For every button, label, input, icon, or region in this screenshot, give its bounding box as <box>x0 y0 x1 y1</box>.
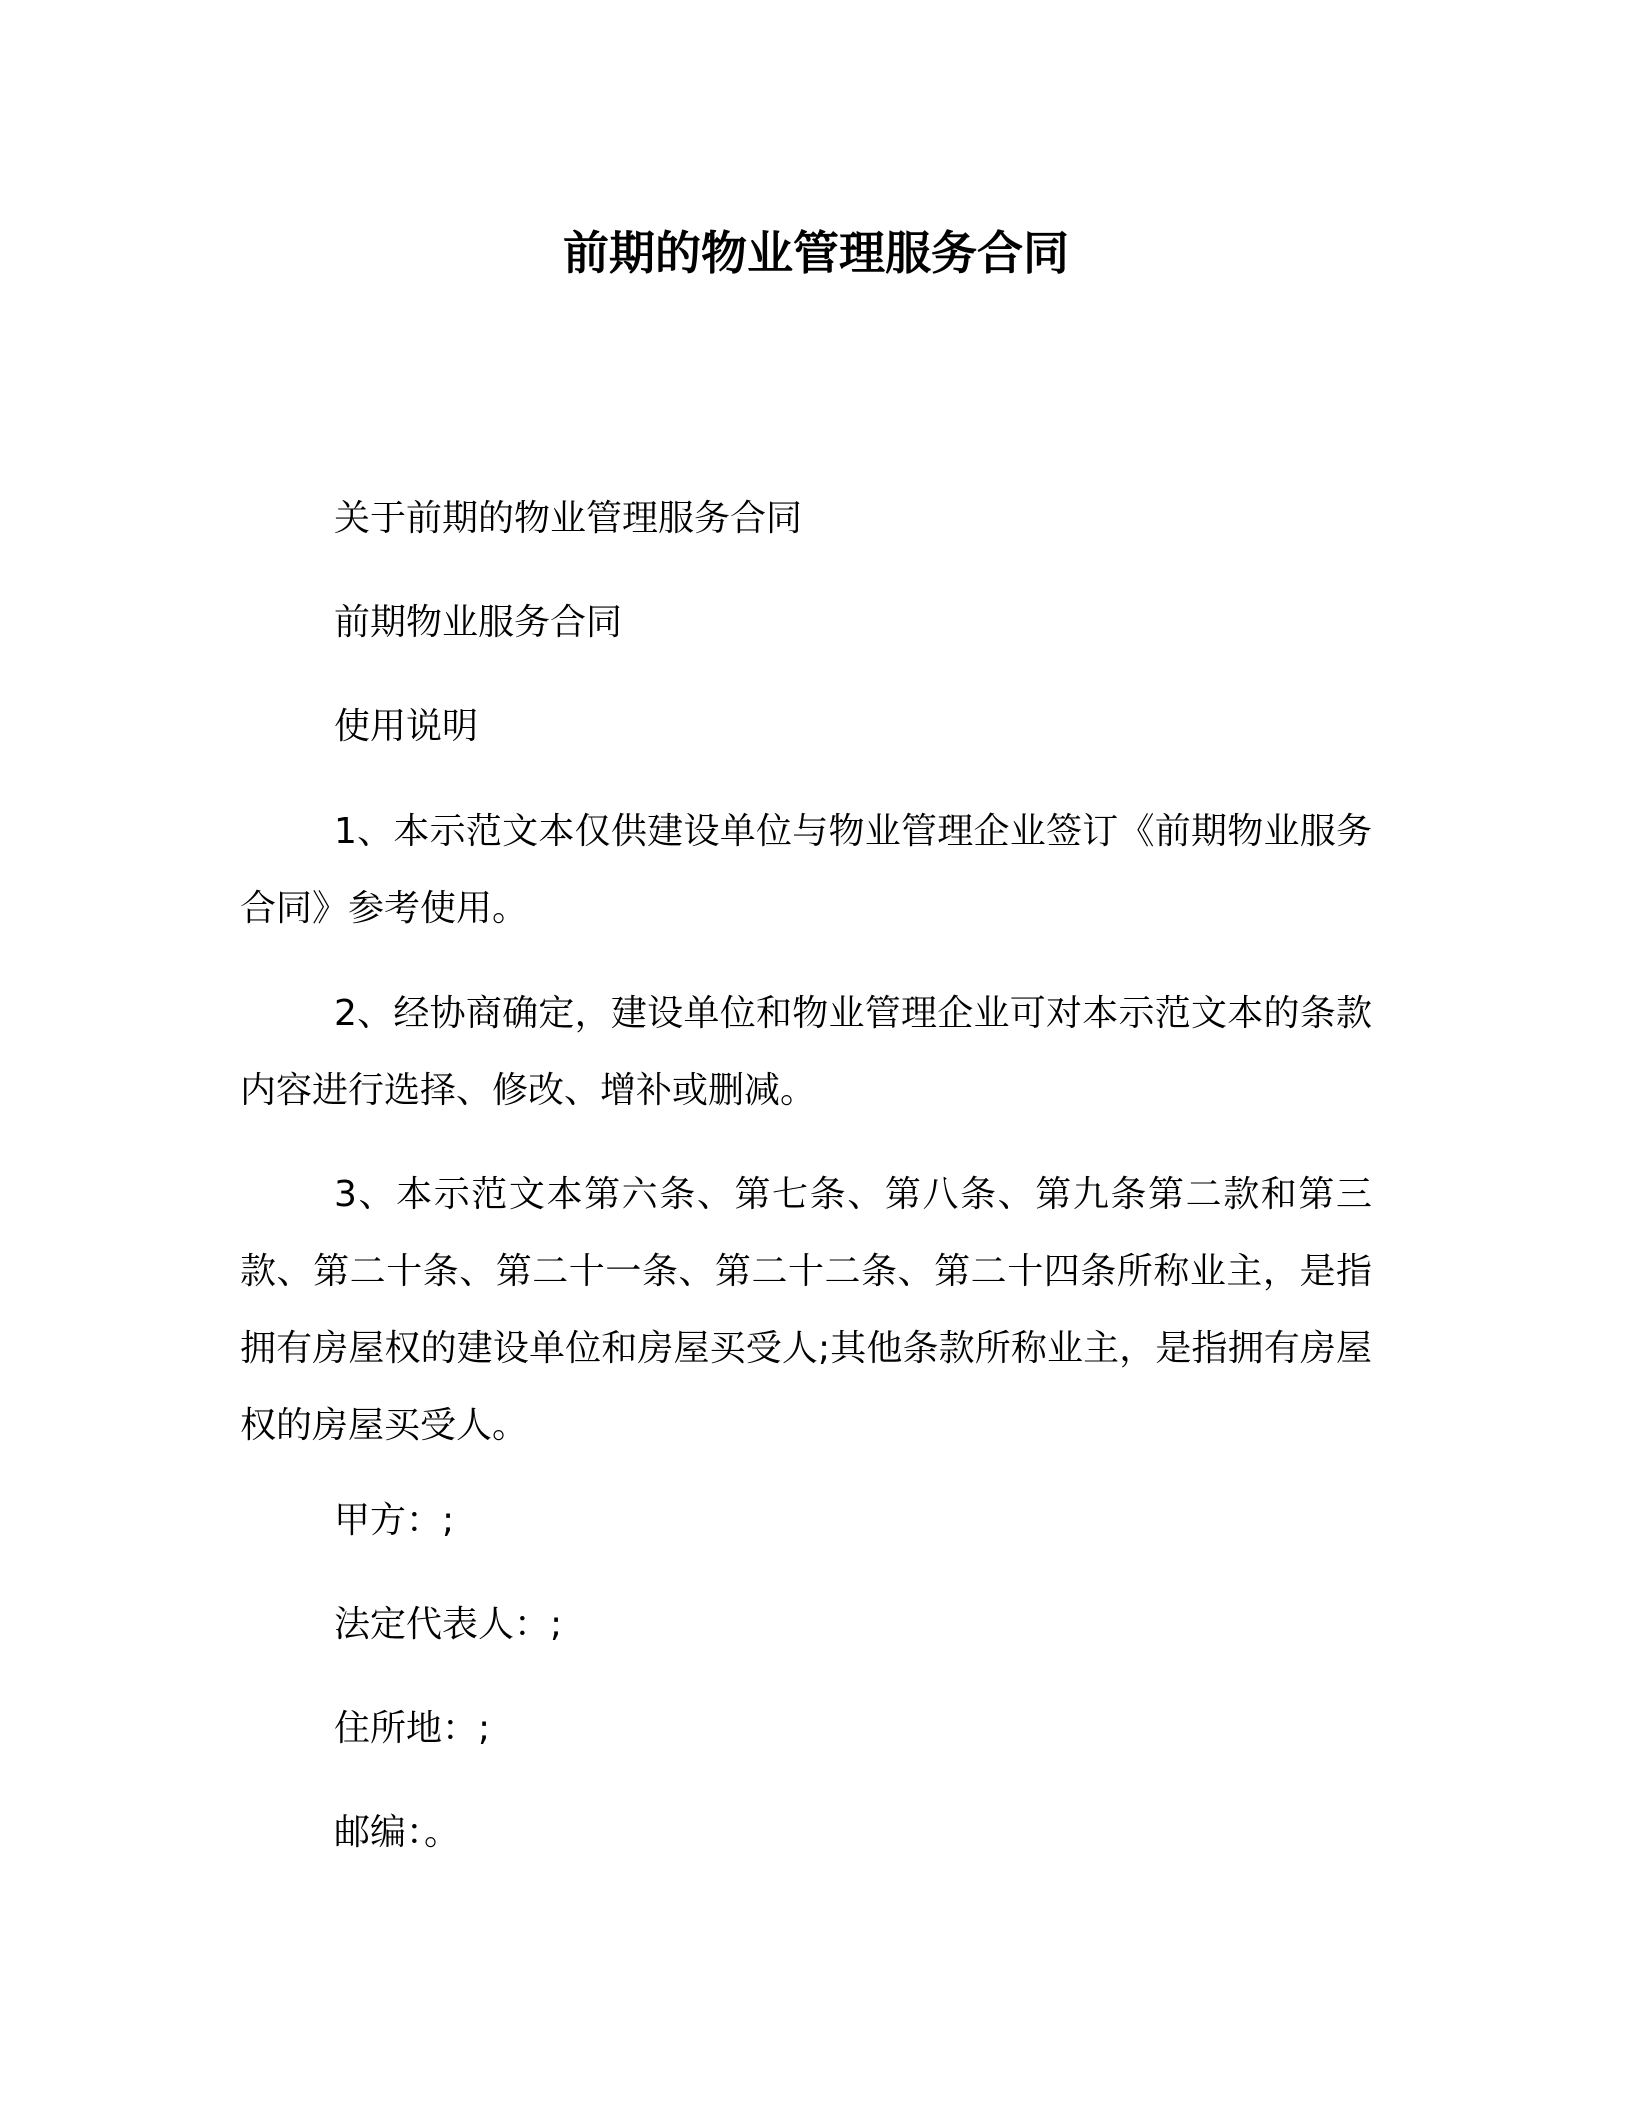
document-title: 前期的物业管理服务合同 <box>563 226 1069 280</box>
instruction-item-2: 2、经协商确定，建设单位和物业管理企业可对本示范文本的条款内容进行选择、修改、增补或删减。 <box>240 993 1372 1111</box>
contract-subheading: 前期物业服务合同 <box>334 602 623 643</box>
legal-representative-field: 法定代表人：; <box>334 1604 563 1645</box>
party-a-field: 甲方：; <box>334 1500 455 1541</box>
postcode-field: 邮编：。 <box>334 1812 461 1853</box>
contract-heading: 关于前期的物业管理服务合同 <box>334 498 803 539</box>
instruction-item-3: 3、本示范文本第六条、第七条、第八条、第九条第二款和第三款、第二十条、第二十一条、第二十二条、第二十四条所称业主，是指拥有房屋权的建设单位和房屋买受人;其他条款所称业主，是指拥有房屋权的房屋买受人。 <box>240 1174 1372 1446</box>
address-field: 住所地：; <box>334 1708 491 1749</box>
instructions-label: 使用说明 <box>334 706 479 747</box>
instruction-item-1: 1、本示范文本仅供建设单位与物业管理企业签订《前期物业服务合同》参考使用。 <box>240 811 1372 929</box>
